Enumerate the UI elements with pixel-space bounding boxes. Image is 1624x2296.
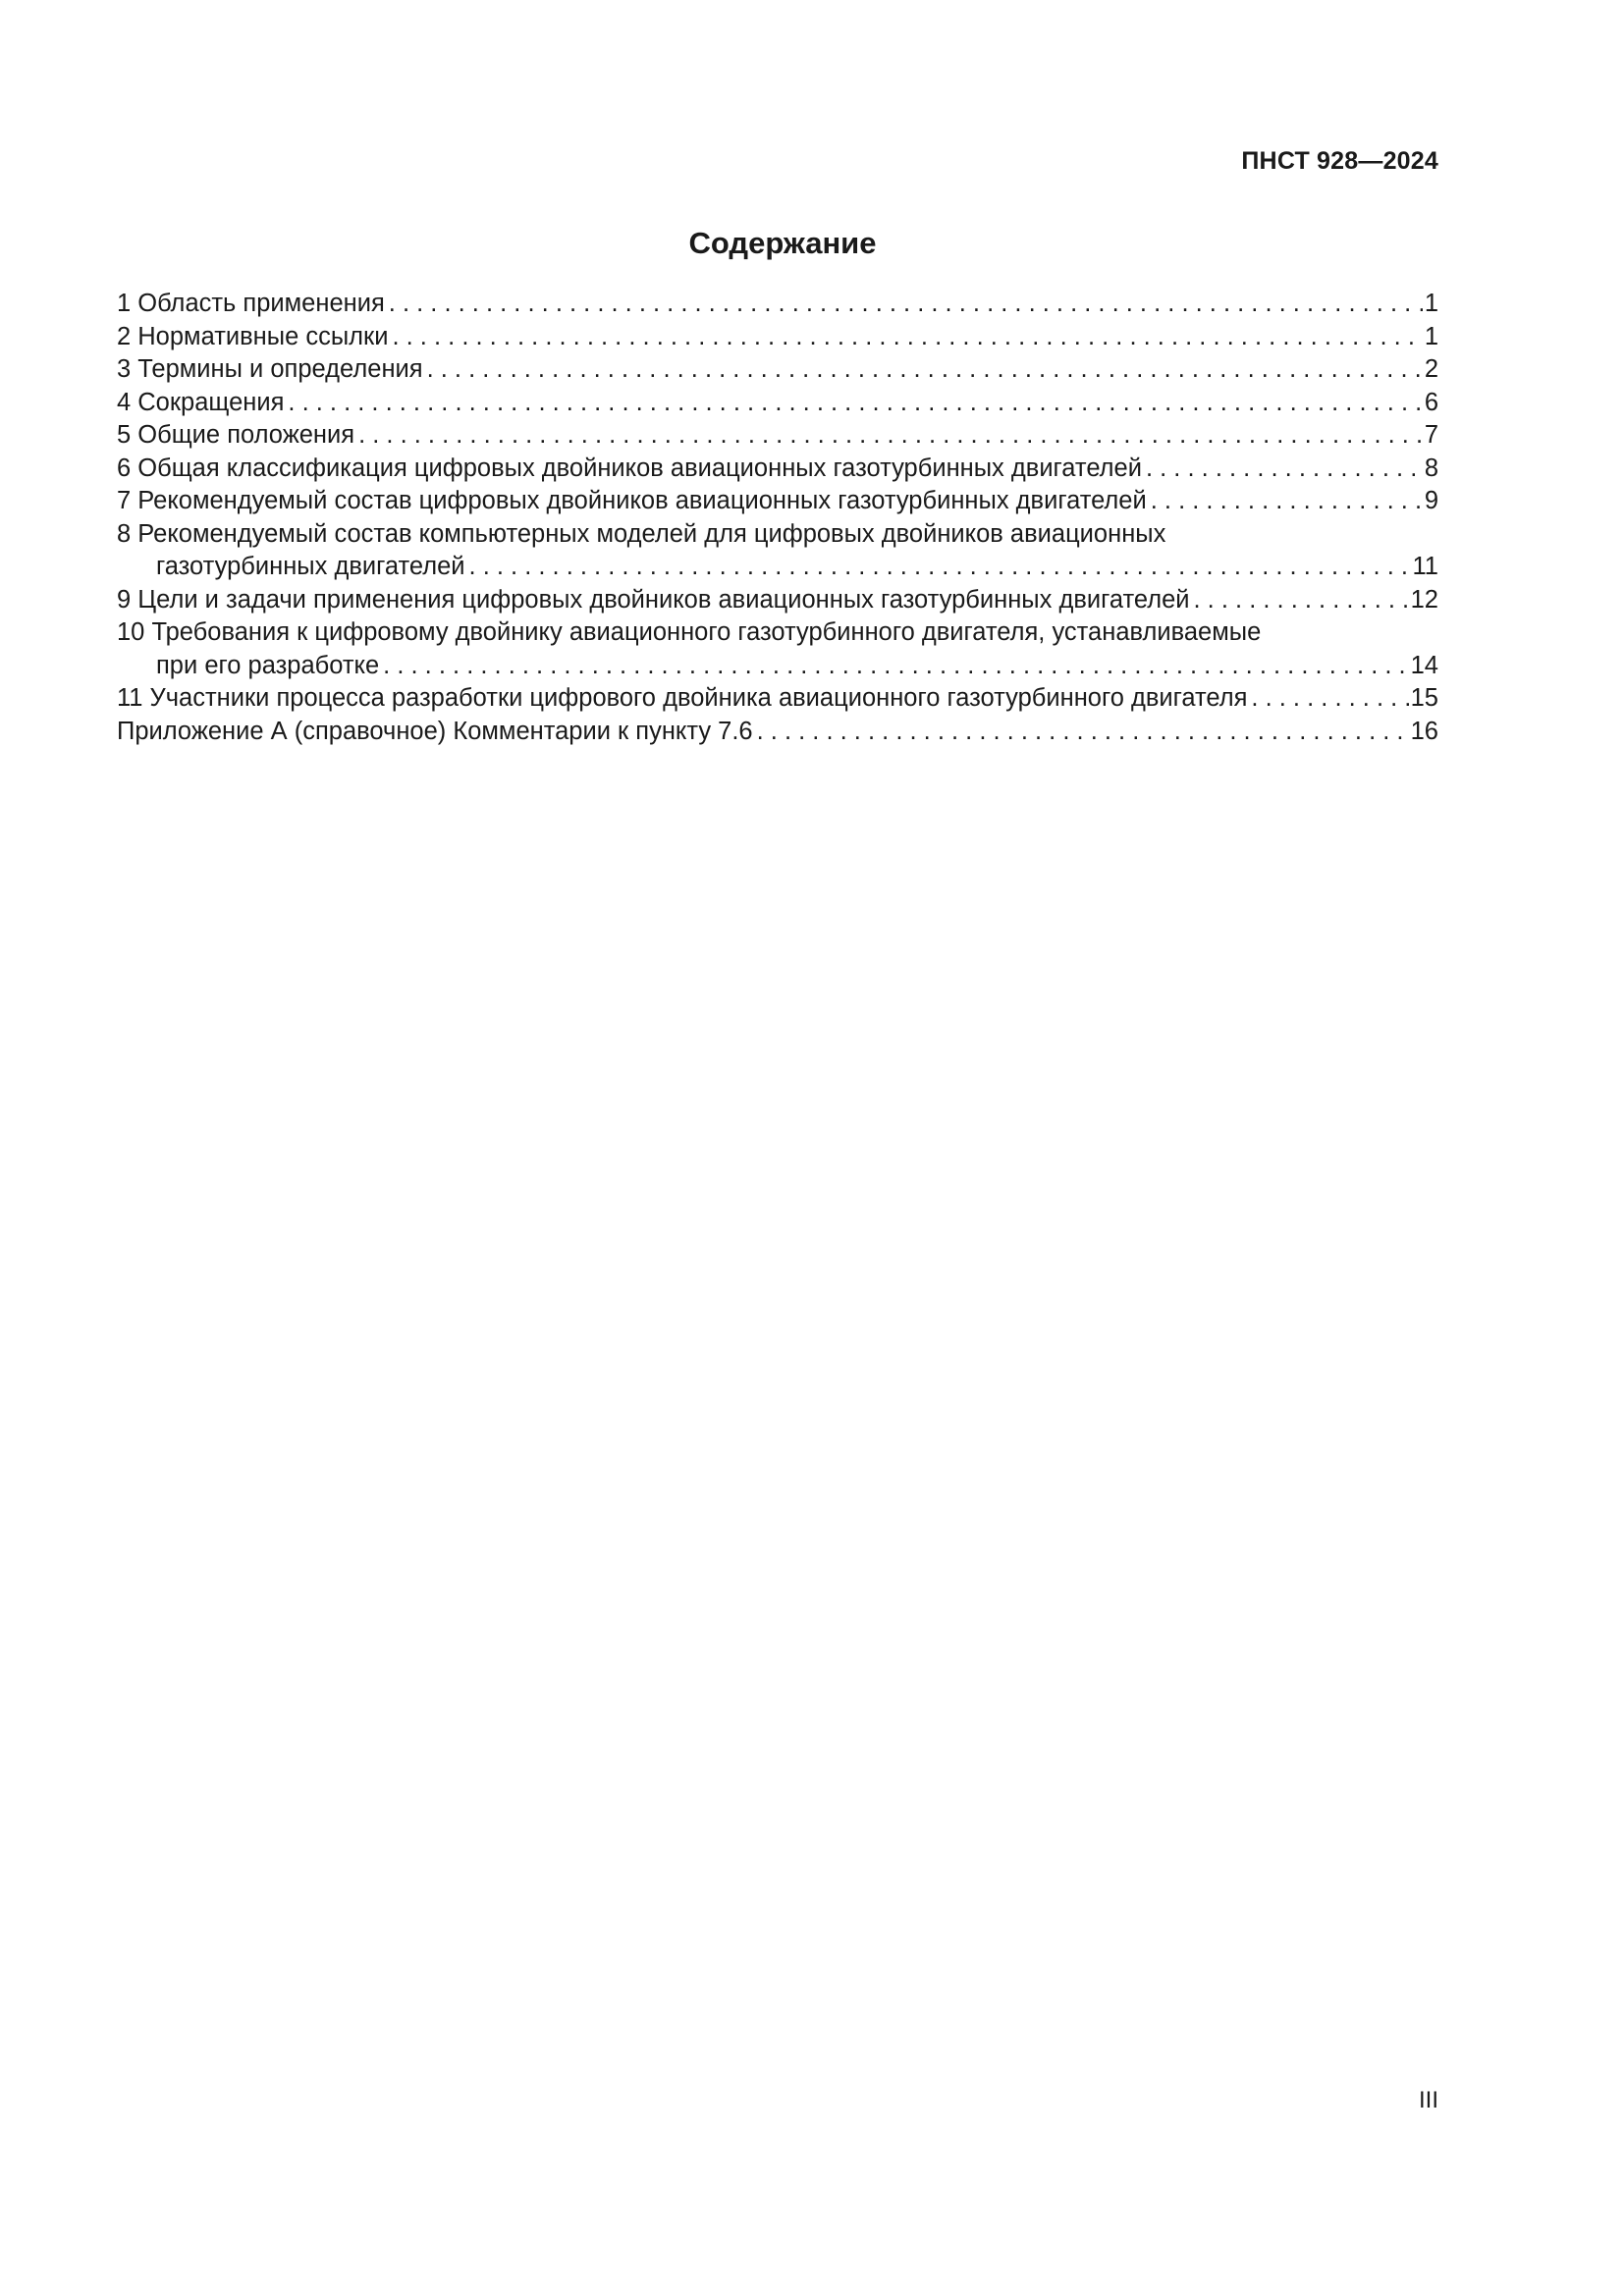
toc-leader-dots xyxy=(385,288,1423,321)
toc-entry-page: 9 xyxy=(1424,487,1438,514)
toc-entry-first-line: 10 Требования к цифровому двойнику авиационного газотурбинного двигателя, устанавливаемые xyxy=(117,618,1262,646)
toc-entry-text: 6 Общая классификация цифровых двойников авиационных газотурбинных двигателей xyxy=(117,454,1142,482)
toc-entry-page: 8 xyxy=(1424,454,1438,482)
toc-entry-page: 12 xyxy=(1410,585,1438,614)
toc-entry-text: Приложение А (справочное) Комментарии к пункту 7.6 xyxy=(117,717,753,745)
toc-entry[interactable] xyxy=(117,288,1438,321)
toc-leader-dots xyxy=(1142,453,1423,486)
toc-entry-page: 1 xyxy=(1424,290,1438,317)
toc-entry-page: 11 xyxy=(1412,553,1438,580)
toc-leader-dots xyxy=(1190,584,1409,617)
toc-entry[interactable] xyxy=(117,584,1438,617)
toc-entry[interactable] xyxy=(117,387,1438,420)
toc-entry-text: 11 Участники процесса разработки цифрового двойника авиационного газотурбинного двигателя xyxy=(117,684,1248,712)
toc-entry-continuation xyxy=(117,551,1438,584)
toc-leader-dots xyxy=(1147,485,1423,518)
toc-entry-text: 5 Общие положения xyxy=(117,421,355,449)
document-code: ПНСТ 928—2024 xyxy=(1241,147,1438,175)
toc-entry-page: 7 xyxy=(1424,421,1438,449)
toc-entry-continuation xyxy=(117,650,1438,683)
toc-entry-multiline[interactable] xyxy=(117,518,1438,584)
toc-title: Содержание xyxy=(688,226,877,260)
toc-entry-text: газотурбинных двигателей xyxy=(156,553,465,580)
toc-entry[interactable] xyxy=(117,419,1438,453)
page-number: III xyxy=(1418,2087,1438,2113)
toc-entry-first-line: 8 Рекомендуемый состав компьютерных моделей для цифровых двойников авиационных xyxy=(117,519,1166,548)
toc-entry-page: 1 xyxy=(1424,322,1438,350)
toc-leader-dots xyxy=(388,321,1422,354)
toc-entry-page: 2 xyxy=(1424,355,1438,383)
toc-entry-text: при его разработке xyxy=(156,651,380,679)
toc-entry-page: 16 xyxy=(1410,717,1438,745)
toc-entry[interactable] xyxy=(117,353,1438,387)
toc-entry-text: 3 Термины и определения xyxy=(117,355,423,383)
toc-leader-dots xyxy=(379,650,1408,683)
table-of-contents xyxy=(117,288,1438,748)
toc-entry-page: 15 xyxy=(1410,684,1438,712)
toc-entry-page: 14 xyxy=(1410,651,1438,679)
toc-entry[interactable] xyxy=(117,453,1438,486)
toc-entry-text: 1 Область применения xyxy=(117,290,385,317)
toc-leader-dots xyxy=(753,716,1409,749)
toc-entry[interactable] xyxy=(117,485,1438,518)
toc-entry-text: 4 Сокращения xyxy=(117,388,285,416)
toc-entry-multiline[interactable] xyxy=(117,616,1438,682)
toc-entry-page: 6 xyxy=(1424,388,1438,416)
toc-entry-text: 9 Цели и задачи применения цифровых двойников авиационных газотурбинных двигателей xyxy=(117,585,1190,614)
toc-leader-dots xyxy=(284,387,1422,420)
toc-entry[interactable] xyxy=(117,321,1438,354)
toc-entry[interactable] xyxy=(117,682,1438,716)
toc-entry-text: 7 Рекомендуемый состав цифровых двойников авиационных газотурбинных двигателей xyxy=(117,487,1147,514)
toc-leader-dots xyxy=(465,551,1411,584)
toc-leader-dots xyxy=(354,419,1423,453)
toc-entry[interactable] xyxy=(117,716,1438,749)
toc-leader-dots xyxy=(1247,682,1408,716)
toc-entry-text: 2 Нормативные ссылки xyxy=(117,322,389,350)
toc-leader-dots xyxy=(423,353,1423,387)
